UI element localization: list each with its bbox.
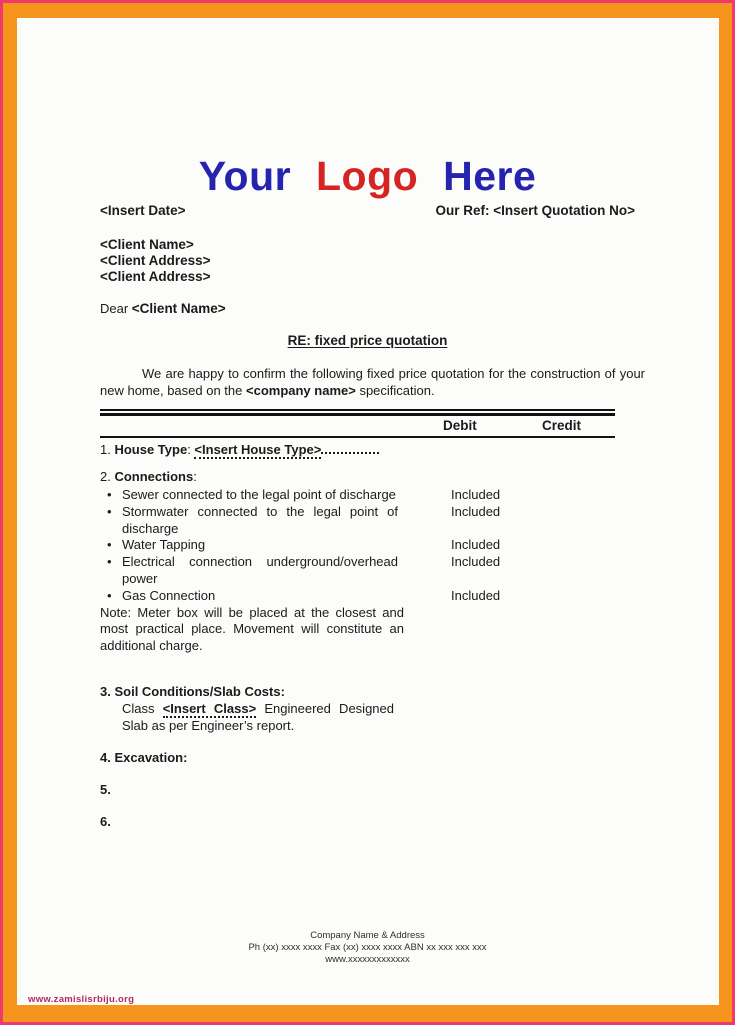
section-five: 5. xyxy=(100,782,111,797)
letter-page xyxy=(17,18,719,1005)
insert-date-placeholder: <Insert Date> xyxy=(100,203,186,218)
house-type-label: House Type xyxy=(114,442,188,457)
list-item xyxy=(100,587,501,605)
section-soil-conditions xyxy=(100,684,460,734)
list-item xyxy=(100,487,501,504)
debit-column-header: Debit xyxy=(443,418,477,433)
intro-text-pre: We are happy to confirm the following fixed price quotation for the construction of your new home, based on the xyxy=(100,366,645,398)
logo-word-your: Your xyxy=(198,153,292,199)
section-connections xyxy=(100,469,197,486)
table-header-bottom-rule xyxy=(100,436,615,438)
soil-class-pre: Class xyxy=(122,700,163,716)
debit-value: Included xyxy=(451,554,501,570)
dotted-leader xyxy=(321,442,379,454)
insert-house-type-placeholder: <Insert House Type> xyxy=(194,442,322,457)
client-address-line-2: <Client Address> xyxy=(100,269,211,284)
company-footer xyxy=(100,930,635,966)
watermark-url: www.zamislisrbiju.org xyxy=(28,994,135,1005)
debit-value: Included xyxy=(451,587,501,603)
subject-heading: RE: fixed price quotation xyxy=(287,333,448,348)
excavation-title: Excavation: xyxy=(114,750,188,765)
our-ref-placeholder: Our Ref: <Insert Quotation No> xyxy=(435,203,635,218)
table-top-rule-thick xyxy=(100,413,615,416)
salutation-client-name: <Client Name> xyxy=(131,301,226,316)
intro-text-post: specification. xyxy=(355,382,435,398)
connections-colon: : xyxy=(193,469,197,484)
debit-value: Included xyxy=(451,487,501,502)
client-name-line: <Client Name> xyxy=(100,237,194,252)
connections-list xyxy=(100,487,501,655)
company-name-placeholder: <company name> xyxy=(246,382,356,398)
connection-item-sewer: • Sewer connected to the legal point of discharge xyxy=(100,487,398,504)
date-ref-row xyxy=(100,203,635,220)
soil-title-line xyxy=(100,684,460,701)
credit-column-header: Credit xyxy=(542,418,582,433)
salutation-prefix: Dear xyxy=(100,301,132,316)
logo-word-logo: Logo xyxy=(316,153,419,199)
table-header-row xyxy=(100,418,615,435)
list-item xyxy=(100,537,501,554)
connections-number: 2. xyxy=(100,469,115,484)
section-excavation xyxy=(100,750,187,767)
salutation-line xyxy=(100,301,226,318)
section-six: 6. xyxy=(100,814,111,829)
letter-content xyxy=(100,18,645,1005)
excavation-number: 4. xyxy=(100,750,115,765)
footer-company-name: Company Name & Address xyxy=(310,930,425,941)
connection-item-stormwater: • Stormwater connected to the legal point of discharge xyxy=(100,504,398,538)
intro-paragraph xyxy=(100,366,645,400)
table-top-rule-thin xyxy=(100,409,615,411)
debit-value: Included xyxy=(451,537,501,553)
soil-title: Soil Conditions/Slab Costs: xyxy=(114,684,285,699)
client-address-block xyxy=(100,237,211,285)
section-house-type xyxy=(100,442,379,459)
connection-item-electrical: • Electrical connection underground/overhead power xyxy=(100,554,398,588)
connection-item-gas: • Gas Connection xyxy=(100,588,398,605)
company-logo xyxy=(100,154,635,198)
soil-class-post: Engineered Designed Slab as per Engineer’s report. xyxy=(122,700,394,733)
list-item xyxy=(100,554,501,588)
list-item xyxy=(100,503,501,538)
logo-word-here: Here xyxy=(443,153,537,199)
house-type-number: 1. xyxy=(100,442,115,457)
connection-item-water-tapping: • Water Tapping xyxy=(100,537,398,554)
house-type-colon: : xyxy=(187,442,195,457)
connections-label: Connections xyxy=(114,469,194,484)
soil-class-text xyxy=(100,701,394,735)
meter-box-note: Note: Meter box will be placed at the closest and most practical place. Movement will constitute an additional charge. xyxy=(100,604,404,654)
footer-phone-fax-abn: Ph (xx) xxxx xxxx Fax (xx) xxxx xxxx ABN xx xxx xxx xxx xyxy=(248,942,487,953)
client-address-line-1: <Client Address> xyxy=(100,253,211,268)
footer-website: www.xxxxxxxxxxxxx xyxy=(325,954,410,965)
debit-value: Included xyxy=(451,503,501,519)
soil-number: 3. xyxy=(100,684,115,699)
insert-class-placeholder: <Insert Class> xyxy=(162,700,257,716)
